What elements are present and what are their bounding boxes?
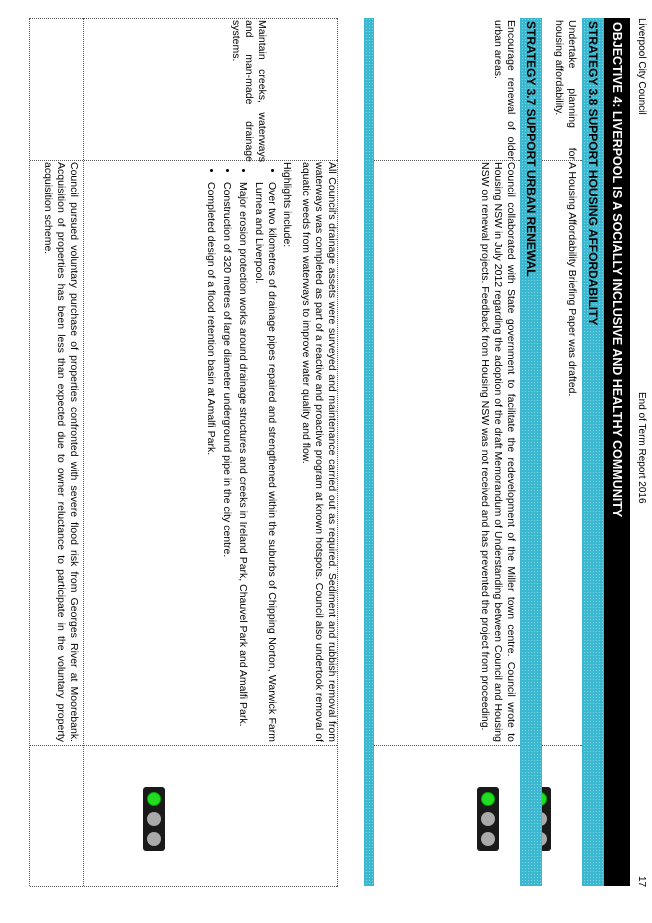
strategy-3-8-action: Undertake planning for housing affordability. [553,20,578,160]
objective-heading: OBJECTIVE 4: LIVERPOOL IS A SOCIALLY INCLUSIVE AND HEALTHY COMMUNITY [604,18,630,886]
strategy-3-7-heading: STRATEGY 3.7 SUPPORT URBAN RENEWAL [520,18,542,886]
footer-org: Liverpool City Council [636,18,647,115]
highlights-label: Highlights include: [281,162,293,248]
list-item: • Major erosion protection works around drainage structures and creeks in Ireland Park, Chauvel Park and Amalfi Park. [236,182,249,742]
strategy-3-8-heading: STRATEGY 3.8 SUPPORT HOUSING AFFORDABILITY [582,18,604,886]
strategy-3-8-text: A Housing Affordability Briefing Paper was drafted. [566,162,578,397]
list-item: • Completed design of a flood retention basin at Amalfi Park. [204,182,217,742]
column-divider [374,745,520,746]
row-divider [337,18,338,886]
column-divider [374,160,520,161]
voluntary-purchase-text: Council pursued voluntary purchase of properties confronted with severe flood risk from Georges River at Moorebank. Acquisition of properties has been less than expected due to owner reluctance to participate in the voluntary property acquisition scheme. [42,162,80,742]
highlights-list [204,162,278,742]
column-divider [30,18,338,19]
green-light-icon [147,792,161,806]
creeks-detail [201,162,338,742]
green-light-icon [481,792,495,806]
column-divider [30,160,338,161]
row-divider [29,18,30,886]
amber-light-icon [147,812,161,826]
column-divider [30,745,338,746]
list-item: • Construction of 320 metres of large diameter underground pipe in the city centre. [220,182,233,742]
amber-light-icon [481,812,495,826]
list-item: • Over two kilometres of drainage pipes repaired and strengthened within the suburbs of Chipping Norton, Warwick Farm Lurnea and Liverpool. [252,182,278,742]
row-divider [83,18,84,886]
status-traffic-light [477,787,499,851]
status-traffic-light [143,787,165,851]
red-light-icon [481,832,495,846]
creeks-action: Maintain creeks, waterways and man-made drainage systems. [230,20,268,162]
footer-report-title: End of Term Report 2016 [636,392,647,504]
creeks-text: All Council's drainage assets were surveyed and maintenance carried out as required. Sediment and rubbish removal from waterways was completed as part of a reactive and proactive program at known hotspots. Council also undertook removal of aquatic weeds from waterways to improve water quality and flow. [300,162,338,742]
strategy-divider-band [364,18,374,886]
footer-page-number: 17 [636,876,647,888]
strategy-3-7-text: Council collaborated with State government to facilitate the redevelopment of the Miller town centre. Council wrote to Housing NSW in July 2012 regarding the adoption of the draft Memorandum of Understanding between Council and Housing NSW on renewal projects. Feedback from Housing NSW was not received and has prevented the project from proceeding. [479,162,517,742]
red-light-icon [147,832,161,846]
column-divider [542,745,582,746]
column-divider [30,886,338,887]
column-divider [542,160,582,161]
strategy-3-7-action: Encourage renewal of older urban areas. [492,20,517,160]
